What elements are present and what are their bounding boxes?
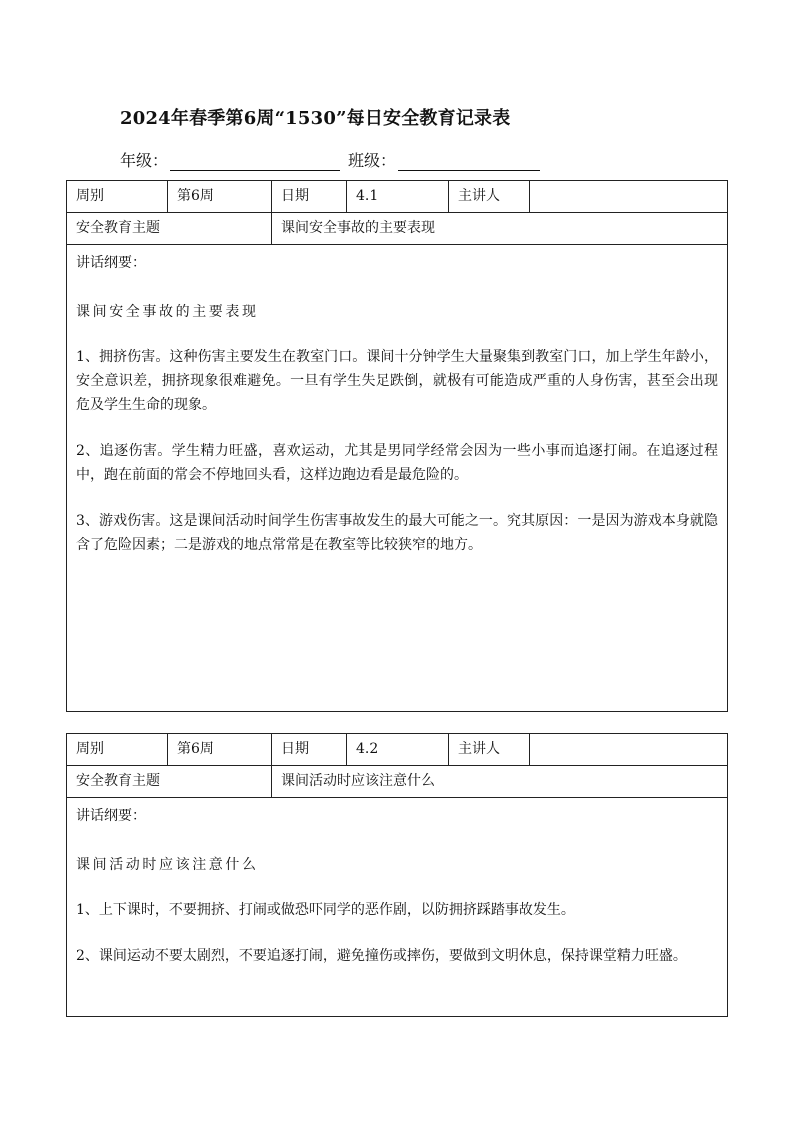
outline-paragraph: 1、上下课时，不要拥挤、打闹或做恐吓同学的恶作剧，以防拥挤踩踏事故发生。 <box>76 902 575 918</box>
grade-label: 年级： <box>120 151 169 170</box>
speaker-value[interactable] <box>530 734 727 765</box>
speaker-label: 主讲人 <box>449 734 530 765</box>
week-label: 周别 <box>67 734 168 765</box>
info-row <box>67 181 727 213</box>
outline-subject: 课间安全事故的主要表现 <box>76 304 259 320</box>
speaker-label: 主讲人 <box>449 181 530 212</box>
topic-label: 安全教育主题 <box>67 766 272 797</box>
outline-subject: 课间活动时应该注意什么 <box>76 857 259 873</box>
outline-paragraph: 2、追逐伤害。学生精力旺盛，喜欢运动，尤其是男同学经常会因为一些小事而追逐打闹。在追逐过程中，跑在前面的常会不停地回头看，这样边跑边看是最危险的。 <box>76 443 718 483</box>
document-title: 2024年春季第6周“1530”每日安全教育记录表 <box>120 108 511 129</box>
speaker-value[interactable] <box>530 181 727 212</box>
topic-label: 安全教育主题 <box>67 213 272 244</box>
date-value: 4.2 <box>347 734 449 765</box>
date-label: 日期 <box>272 734 347 765</box>
topic-row <box>67 766 727 798</box>
week-value: 第6周 <box>168 181 272 212</box>
outline-label: 讲话纲要： <box>76 808 146 824</box>
outline-section <box>67 245 727 567</box>
topic-value: 课间安全事故的主要表现 <box>281 220 435 236</box>
class-blank[interactable] <box>398 152 540 171</box>
outline-label: 讲话纲要： <box>76 255 146 271</box>
week-label: 周别 <box>67 181 168 212</box>
grade-class-line <box>120 148 548 171</box>
grade-blank[interactable] <box>170 152 340 171</box>
outline-paragraph: 2、课间运动不要太剧烈，不要追逐打闹，避免撞伤或摔伤，要做到文明休息，保持课堂精力旺盛。 <box>76 948 687 964</box>
week-value: 第6周 <box>168 734 272 765</box>
info-row <box>67 734 727 766</box>
record-table-1 <box>66 180 728 712</box>
topic-row <box>67 213 727 245</box>
outline-paragraph: 3、游戏伤害。这是课间活动时间学生伤害事故发生的最大可能之一。究其原因：一是因为游戏本身就隐含了危险因素；二是游戏的地点常常是在教室等比较狭窄的地方。 <box>76 513 718 553</box>
class-label: 班级： <box>348 151 397 170</box>
topic-value: 课间活动时应该注意什么 <box>281 773 435 789</box>
outline-section <box>67 798 727 978</box>
date-label: 日期 <box>272 181 347 212</box>
record-table-2 <box>66 733 728 1017</box>
outline-paragraph: 1、拥挤伤害。这种伤害主要发生在教室门口。课间十分钟学生大量聚集到教室门口，加上学生年龄小，安全意识差，拥挤现象很难避免。一旦有学生失足跌倒，就极有可能造成严重的人身伤害，甚至会出现危及学生生命的现象。 <box>76 349 718 413</box>
date-value: 4.1 <box>347 181 449 212</box>
